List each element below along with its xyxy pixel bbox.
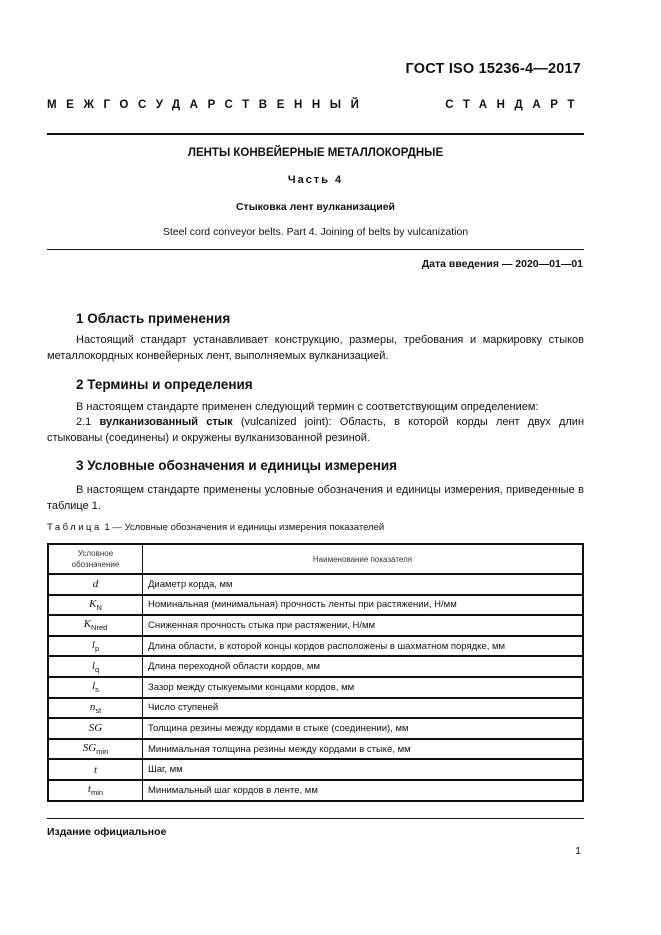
name-cell: Толщина резины между кордами в стыке (соединении), мм [143, 718, 584, 739]
term-number: 2.1 [76, 416, 92, 428]
name-cell: Зазор между стыкуемыми концами кордов, мм [143, 677, 584, 698]
term-name: вулканизованный стык [99, 416, 233, 428]
symbol-cell: $K_N$ [48, 595, 143, 616]
introduction-date: Дата введения — 2020—01—01 [421, 258, 583, 270]
english-title: Steel cord conveyor belts. Part 4. Joining of belts by vulcanization [162, 226, 469, 238]
title-rule [47, 249, 584, 250]
section-1-text: Настоящий стандарт устанавливает конструкцию, размеры, требования и маркировку стыков металлокордных конвейерных лент, выполняемых вулканизацией. [47, 334, 584, 362]
symbol-cell: $l_q$ [48, 656, 143, 677]
header-rule [47, 133, 584, 135]
table-row [48, 718, 583, 739]
interstate-standard-banner: МЕЖГОСУДАРСТВЕННЫЙ СТАНДАРТ [47, 99, 584, 111]
name-cell: Длина переходной области кордов, мм [143, 656, 584, 677]
column-header-name: Наименование показателя [143, 544, 584, 574]
name-cell: Номинальная (минимальная) прочность ленты при растяжении, Н/мм [143, 595, 584, 616]
document-subtitle: Стыковка лент вулканизацией [235, 201, 396, 213]
table-caption-label: Таблица [47, 522, 102, 533]
part-label: Часть 4 [287, 174, 344, 186]
section-3-text: В настоящем стандарте применены условные обозначения и единицы измерения, приведенные в таблице 1. [47, 484, 584, 512]
edition-label: Издание официальное [47, 826, 167, 838]
term-text: (vulcanized joint): Область, в которой корды лент двух длин стыкованы (соединены) и окружены вулканизованной резиной. [47, 416, 585, 444]
footer-rule [47, 818, 584, 819]
symbol-cell: $SG_{min}$ [48, 739, 143, 760]
table-caption [47, 522, 384, 533]
name-cell: Диаметр корда, мм [143, 574, 584, 595]
document-title: ЛЕНТЫ КОНВЕЙЕРНЫЕ МЕТАЛЛОКОРДНЫЕ [187, 147, 444, 159]
name-cell: Минимальный шаг кордов в ленте, мм [143, 780, 584, 801]
table-row [48, 574, 583, 595]
table-caption-text: 1 — Условные обозначения и единицы измерения показателей [104, 522, 385, 533]
table-row [48, 698, 583, 719]
table-row [48, 759, 583, 780]
symbol-cell: d [48, 574, 143, 595]
symbol-cell: $n_{st}$ [48, 698, 143, 719]
column-header-symbol: Условное обозначение [48, 544, 143, 574]
table-row [48, 677, 583, 698]
section-3-heading: 3 Условные обозначения и единицы измерения [76, 458, 398, 473]
name-cell: Минимальная толщина резины между кордами в стыке, мм [143, 739, 584, 760]
name-cell: Число ступеней [143, 698, 584, 719]
table-row [48, 636, 583, 657]
table-row [48, 595, 583, 616]
table-row [48, 739, 583, 760]
gost-number: ГОСТ ISO 15236-4—2017 [405, 61, 581, 77]
name-cell: Длина области, в которой концы кордов расположены в шахматном порядке, мм [143, 636, 584, 657]
section-2-heading: 2 Термины и определения [76, 377, 253, 392]
section-1-heading: 1 Область применения [76, 311, 231, 326]
table-header-row [48, 544, 583, 574]
symbol-cell: t [48, 759, 143, 780]
table-row [48, 780, 583, 801]
symbols-table [47, 543, 584, 802]
name-cell: Сниженная прочность стыка при растяжении, Н/мм [143, 615, 584, 636]
symbol-cell: $t_{min}$ [48, 780, 143, 801]
table-row [48, 615, 583, 636]
section-2-text: В настоящем стандарте применен следующий термин с соответствующим определением: [76, 401, 539, 413]
symbol-cell: $l_s$ [48, 677, 143, 698]
symbol-cell: $K_{Nred}$ [48, 615, 143, 636]
term-definition [47, 415, 584, 446]
name-cell: Шаг, мм [143, 759, 584, 780]
table-row [48, 656, 583, 677]
symbol-cell: $l_p$ [48, 636, 143, 657]
page-number: 1 [575, 845, 581, 857]
symbol-cell: SG [48, 718, 143, 739]
